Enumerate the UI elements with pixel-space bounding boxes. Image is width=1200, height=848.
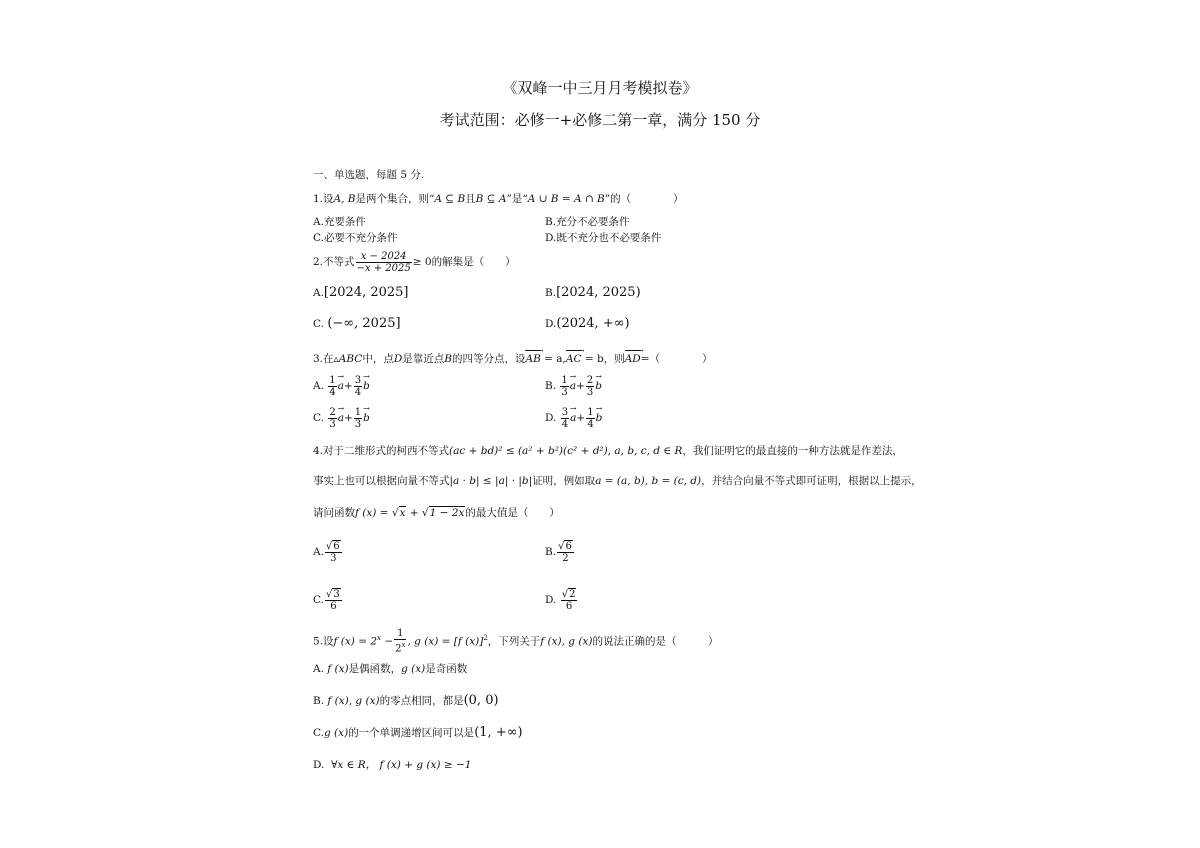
q5-fraction bbox=[394, 628, 406, 654]
q2-a-value: [2024, 2025] bbox=[323, 285, 409, 300]
q2-c-label: C. bbox=[313, 318, 324, 330]
q5-a-g: g (x) bbox=[401, 663, 426, 675]
q4-b-numerator bbox=[557, 541, 574, 552]
q2-b-label: B. bbox=[545, 287, 557, 299]
q3-d-plus: + bbox=[576, 412, 586, 424]
q3-mid3: 的四等分点，设 bbox=[451, 353, 526, 365]
q4-radicand-1: x bbox=[399, 507, 406, 519]
question-4-line-2 bbox=[313, 474, 922, 488]
q5-frac-den bbox=[394, 639, 406, 654]
exam-subtitle: 考试范围：必修一+必修二第一章，满分 150 分 bbox=[439, 111, 761, 129]
q3-c-plus: + bbox=[343, 412, 353, 424]
q4-option-c[interactable] bbox=[313, 584, 343, 616]
q3-a-num1: 1 bbox=[329, 374, 336, 386]
q4-a-sqrt: √ bbox=[325, 540, 333, 552]
q1-cond: A ⊆ B bbox=[434, 193, 466, 205]
q3-b-den1: 3 bbox=[561, 386, 568, 398]
q5-a-label: A. bbox=[313, 663, 324, 675]
q3-d-frac2 bbox=[586, 407, 594, 430]
q4-option-a[interactable] bbox=[313, 536, 343, 568]
q3-c-frac1 bbox=[328, 407, 336, 430]
q4-sqrt-2 bbox=[422, 506, 465, 520]
question-4-line-1 bbox=[313, 444, 903, 458]
q4-d-numerator bbox=[561, 589, 578, 600]
q3-eq-b: = b bbox=[584, 353, 604, 365]
q1-prefix: 1.设 bbox=[313, 193, 334, 205]
q2-c-value: (−∞, 2025] bbox=[327, 316, 401, 331]
q3-b-num1: 1 bbox=[561, 374, 568, 386]
q4-a-den: 3 bbox=[325, 552, 342, 564]
q5-frac-num: 1 bbox=[397, 628, 404, 640]
q3-triangle: ▵ABC bbox=[333, 353, 363, 365]
q5-end: 的说法正确的是（ ） bbox=[592, 635, 719, 648]
q5-c-interval: (1, +∞) bbox=[474, 725, 523, 740]
q3-d-den1: 4 bbox=[561, 418, 569, 430]
q4-line2-mid: 证明，例如取 bbox=[532, 475, 596, 487]
q4-c-frac bbox=[325, 589, 342, 612]
q4-a-numerator bbox=[325, 541, 342, 552]
q4-b-label: B. bbox=[545, 546, 557, 558]
q1-cond3: A ∪ B = A ∩ B bbox=[527, 193, 605, 205]
q5-c-label: C. bbox=[313, 727, 324, 739]
q1-option-c[interactable]: C.必要不充分条件 bbox=[313, 232, 398, 244]
q4-d-den: 6 bbox=[561, 600, 578, 612]
q5-a-mid: 是偶函数， bbox=[348, 663, 402, 675]
q5-b-mid: 的零点相同，都是 bbox=[379, 695, 464, 707]
q1-is: ”是“ bbox=[506, 193, 528, 205]
q3-a-den2: 4 bbox=[354, 386, 362, 398]
q4-radicand-2: 1 − 2x bbox=[429, 507, 465, 519]
q5-prefix: 5.设 bbox=[313, 635, 334, 648]
q4-sqrt-1 bbox=[392, 506, 407, 520]
q5-d-inequality: f (x) + g (x) ≥ −1 bbox=[379, 759, 472, 771]
q5-c-mid: 的一个单调递增区间可以是 bbox=[348, 727, 475, 739]
q5-fg: f (x), g (x) bbox=[540, 635, 593, 648]
q3-c-num1: 2 bbox=[329, 406, 336, 418]
q3-b-frac1 bbox=[560, 375, 568, 398]
q3-end: =（ ） bbox=[640, 353, 713, 365]
q4-c-label: C. bbox=[313, 594, 324, 606]
q4-line1-end: ，我们证明它的最直接的一种方法就是作差法， bbox=[682, 445, 903, 457]
q4-line3-prefix: 请问函数 bbox=[313, 507, 355, 519]
q3-vec-ab: AB → bbox=[525, 350, 540, 366]
q1-option-a[interactable]: A.充要条件 bbox=[313, 216, 366, 228]
q1-option-d[interactable]: D.既不充分也不必要条件 bbox=[545, 232, 662, 244]
q4-sqrt-sym-1: √ bbox=[391, 507, 399, 519]
q1-mid: 是两个集合，则“ bbox=[355, 193, 435, 205]
q4-b-den: 2 bbox=[557, 552, 574, 564]
q3-d-vec-a: → a bbox=[570, 404, 576, 432]
q5-mid: ，下列关于 bbox=[487, 635, 541, 648]
question-4-line-3 bbox=[313, 506, 560, 520]
q3-b-label: B. bbox=[545, 380, 557, 392]
q4-c-den: 6 bbox=[325, 600, 342, 612]
q5-option-a[interactable] bbox=[313, 662, 467, 676]
q3-mid2: 是靠近点 bbox=[402, 353, 445, 365]
q4-line2-end: ，并结合向量不等式即可证明，根据以上提示， bbox=[701, 475, 922, 487]
q3-b-plus: + bbox=[576, 380, 585, 392]
q2-numerator: x − 2024 bbox=[360, 250, 407, 262]
q1-sets: A, B bbox=[333, 193, 356, 205]
q4-plus: + bbox=[406, 507, 422, 519]
q3-d-frac1 bbox=[561, 407, 569, 430]
q5-option-d[interactable] bbox=[313, 758, 471, 772]
question-3-stem bbox=[313, 350, 713, 366]
q4-line3-end: 的最大值是（ ） bbox=[465, 507, 560, 519]
q3-option-c[interactable] bbox=[313, 404, 370, 432]
q3-then: ，则 bbox=[603, 353, 625, 365]
q4-c-numerator bbox=[325, 589, 342, 600]
q2-b-value: [2024, 2025) bbox=[556, 285, 641, 300]
q3-a-frac1 bbox=[328, 375, 336, 398]
q2-end: 的解集是（ ） bbox=[431, 256, 516, 268]
exam-title: 《双峰一中三月月考模拟卷》 bbox=[502, 79, 698, 97]
q4-d-sqrt: √ bbox=[561, 588, 569, 600]
q5-frac-den-base: 2 bbox=[395, 643, 402, 655]
q5-c-g: g (x) bbox=[324, 727, 349, 739]
q3-mid: 中，点 bbox=[362, 353, 394, 365]
q5-b-fg: f (x), g (x) bbox=[327, 695, 380, 707]
q1-and: 且 bbox=[465, 193, 476, 205]
q3-b-vec-a: → a bbox=[570, 372, 576, 400]
q3-a-plus: + bbox=[343, 380, 353, 392]
q3-b-den2: 3 bbox=[586, 386, 594, 398]
q4-b-sqrt: √ bbox=[558, 540, 565, 552]
q5-fx: f (x) = 2 bbox=[333, 635, 378, 648]
q5-fx-exponent: x bbox=[377, 634, 381, 642]
q2-fraction bbox=[356, 251, 412, 274]
q3-c-vec-a: → a bbox=[338, 404, 344, 432]
q3-prefix: 3.在 bbox=[313, 353, 334, 365]
q4-cauchy-inequality: (ac + bd)² ≤ (a² + b²)(c² + d²), a, b, c, d ∈ R bbox=[449, 445, 683, 457]
q2-option-a[interactable] bbox=[313, 286, 409, 300]
question-1-stem bbox=[313, 192, 684, 206]
q2-option-b[interactable] bbox=[545, 286, 641, 300]
q3-vec-ad: AD → bbox=[625, 350, 641, 366]
q5-frac-den-exp: x bbox=[401, 641, 406, 650]
q5-option-b[interactable] bbox=[313, 694, 499, 708]
q3-a-label: A. bbox=[313, 380, 324, 392]
q1-end: ”的（ ） bbox=[604, 193, 684, 205]
question-2-stem bbox=[313, 247, 516, 277]
q3-b-frac2 bbox=[586, 375, 594, 398]
q3-d-num1: 3 bbox=[561, 406, 569, 418]
q4-a-frac bbox=[325, 541, 342, 564]
q4-option-b[interactable] bbox=[545, 536, 575, 568]
q2-d-label: D. bbox=[545, 318, 557, 330]
q4-d-frac bbox=[561, 589, 578, 612]
q4-c-sqrt: √ bbox=[326, 588, 333, 600]
q3-a-vec-b: → b bbox=[363, 372, 370, 400]
q3-point-d: D bbox=[393, 353, 403, 365]
q3-b-num2: 2 bbox=[586, 374, 594, 386]
q3-option-d[interactable] bbox=[545, 404, 602, 432]
q4-d-radicand: 2 bbox=[569, 588, 576, 600]
q3-b-vec-b: → b bbox=[595, 372, 602, 400]
q5-b-label: B. bbox=[313, 695, 325, 707]
q5-b-point: (0, 0) bbox=[463, 693, 499, 708]
q4-vector-choice: a = (a, b), b = (c, d) bbox=[595, 475, 702, 487]
q3-d-num2: 1 bbox=[587, 406, 594, 418]
q3-a-frac2 bbox=[354, 375, 362, 398]
q3-c-den1: 3 bbox=[329, 418, 336, 430]
q3-a-den1: 4 bbox=[329, 386, 336, 398]
q4-function-lhs: f (x) = bbox=[355, 507, 392, 519]
q3-c-label: C. bbox=[313, 412, 324, 424]
q5-d-forall: ∀x ∈ R， bbox=[331, 759, 377, 771]
q5-a-end: 是奇函数 bbox=[425, 663, 468, 675]
q1-cond2: B ⊆ A bbox=[475, 193, 507, 205]
q4-a-label: A. bbox=[313, 546, 324, 558]
q5-gx: , g (x) = [f (x)] bbox=[407, 635, 484, 648]
q3-c-frac2 bbox=[354, 407, 362, 430]
q4-a-radicand: 6 bbox=[333, 540, 340, 552]
q4-sqrt-sym-2: √ bbox=[421, 507, 429, 519]
q3-d-label: D. bbox=[545, 412, 557, 424]
q4-c-radicand: 3 bbox=[333, 588, 340, 600]
q3-c-den2: 3 bbox=[354, 418, 362, 430]
q4-d-label: D. bbox=[545, 594, 557, 606]
q2-a-label: A. bbox=[313, 287, 324, 299]
q3-eq-a: = a, bbox=[544, 353, 566, 365]
q3-c-num2: 1 bbox=[354, 406, 362, 418]
q2-d-value: (2024, +∞) bbox=[556, 316, 630, 331]
q4-line2-prefix: 事实上也可以根据向量不等式 bbox=[313, 475, 450, 487]
q2-prefix: 2.不等式 bbox=[313, 256, 355, 268]
q3-point-b: B bbox=[444, 353, 452, 365]
q4-b-frac bbox=[557, 541, 574, 564]
q5-gx-exponent: 2 bbox=[483, 634, 488, 642]
q1-option-b[interactable]: B.充分不必要条件 bbox=[545, 216, 630, 228]
q4-b-radicand: 6 bbox=[565, 540, 572, 552]
q2-relation: ≥ 0 bbox=[412, 256, 432, 268]
q3-c-vec-b: → b bbox=[363, 404, 370, 432]
q2-option-d[interactable] bbox=[545, 317, 630, 331]
q5-option-c[interactable] bbox=[313, 726, 523, 740]
q3-vec-ac: AC → bbox=[566, 350, 582, 366]
question-5-stem bbox=[313, 625, 718, 655]
q2-option-c[interactable] bbox=[313, 317, 401, 331]
q4-vector-inequality: |a · b| ≤ |a| · |b| bbox=[449, 475, 533, 487]
q5-d-label: D. bbox=[313, 759, 325, 771]
q5-a-f: f (x) bbox=[327, 663, 349, 675]
q3-d-den2: 4 bbox=[587, 418, 594, 430]
q5-minus: − bbox=[380, 635, 394, 648]
q3-a-vec-a: → a bbox=[338, 372, 344, 400]
section-heading: 一、单选题，每题 5 分. bbox=[313, 169, 425, 181]
q2-denominator: −x + 2025 bbox=[356, 262, 411, 274]
q3-a-num2: 3 bbox=[354, 374, 362, 386]
q3-d-vec-b: → b bbox=[596, 404, 603, 432]
q4-line1-prefix: 4.对于二维形式的柯西不等式 bbox=[313, 445, 450, 457]
q4-option-d[interactable] bbox=[545, 584, 578, 616]
